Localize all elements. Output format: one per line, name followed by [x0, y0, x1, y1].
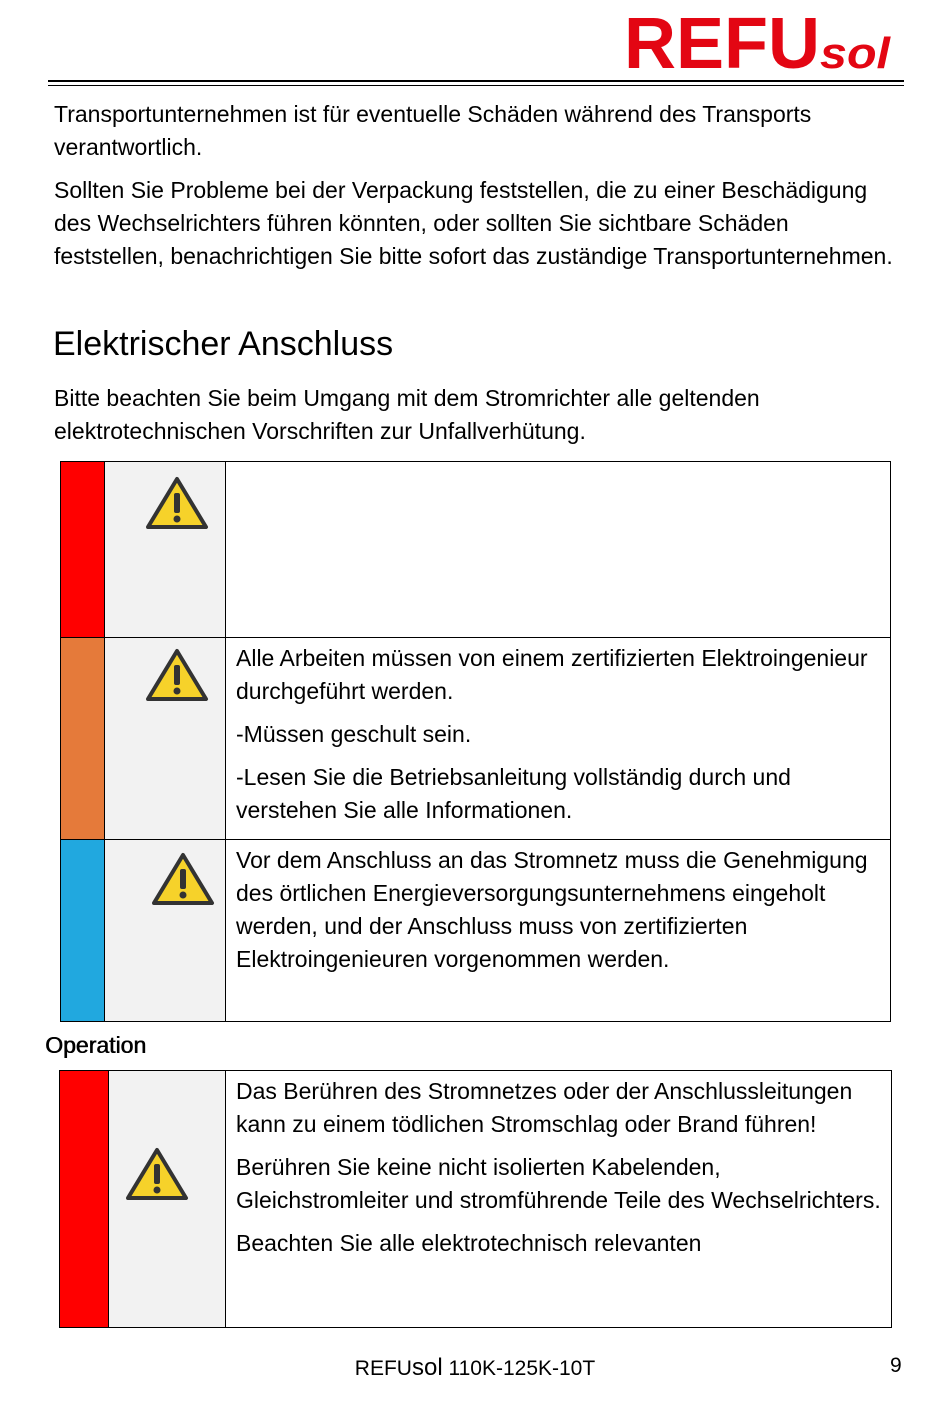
warning-text: Vor dem Anschluss an das Stromnetz muss die Genehmigung des örtlichen Energieversorgungsunternehmens eingeholt werden, und der Anschluss muss von zertifizierten Elektroingenieuren vorgenommen werden.	[236, 847, 868, 972]
warning-row-caution	[61, 840, 891, 1022]
page-number: 9	[890, 1354, 902, 1377]
footer-brand: REFU	[354, 1357, 412, 1380]
warning-row-danger	[61, 462, 891, 638]
warning-text: -Müssen geschult sein.	[236, 721, 472, 747]
warning-text: Das Berühren des Stromnetzes oder der Anschlussleitungen kann zu einem tödlichen Stromschlag oder Brand führen!	[236, 1078, 853, 1137]
warning-text: Alle Arbeiten müssen von einem zertifizierten Elektroingenieur durchgeführt werden.	[236, 645, 868, 704]
warning-text: Berühren Sie keine nicht isolierten Kabelenden, Gleichstromleiter und stromführende Teile des Wechselrichters.	[236, 1154, 881, 1213]
warning-text-cell	[226, 1071, 892, 1328]
caution-level-bar	[61, 840, 105, 1022]
refusol-logo-graphic	[624, 8, 894, 74]
refusol-logo	[624, 8, 894, 74]
warning-table	[60, 461, 891, 1022]
header-rule	[48, 80, 904, 82]
warning-text-cell	[226, 638, 891, 840]
warning-level-bar	[61, 638, 105, 840]
warning-icon-cell	[105, 638, 226, 840]
svg-text:REFU: REFU	[624, 8, 820, 74]
svg-text:sol: sol	[820, 29, 891, 74]
warning-triangle-icon	[125, 1147, 189, 1201]
warning-text: -Lesen Sie die Betriebsanleitung vollständig durch und verstehen Sie alle Informationen.	[236, 764, 791, 823]
paragraph-transport: Transportunternehmen ist für eventuelle Schäden während des Transports verantwortlich.	[54, 101, 812, 160]
warning-icon-cell	[109, 1071, 226, 1328]
warning-icon-cell	[105, 462, 226, 638]
section-heading: Elektrischer Anschluss	[53, 325, 394, 363]
danger-level-bar	[61, 462, 105, 638]
operation-warning-table	[59, 1070, 892, 1328]
warning-triangle-icon	[151, 852, 215, 906]
warning-row-warning	[61, 638, 891, 840]
warning-triangle-icon	[145, 648, 209, 702]
warning-text: Beachten Sie alle elektrotechnisch relevanten	[236, 1230, 702, 1256]
footer-brand-suffix: sol	[411, 1354, 443, 1381]
paragraph-packaging: Sollten Sie Probleme bei der Verpackung feststellen, die zu einer Beschädigung des Wechselrichters führen könnten, oder sollten Sie sichtbare Schäden feststellen, benachrichtigen Sie bitte sofort das zuständige Transportunternehmen.	[54, 177, 893, 269]
section-intro: Bitte beachten Sie beim Umgang mit dem Stromrichter alle geltenden elektrotechnischen Vorschriften zur Unfallverhütung.	[54, 385, 760, 444]
footer-model: 110K-125K-10T	[442, 1357, 596, 1380]
warning-text-cell	[226, 462, 891, 638]
warning-triangle-icon	[145, 476, 209, 530]
header-rule-thin	[48, 85, 904, 86]
warning-text-cell	[226, 840, 891, 1022]
page-footer	[0, 1355, 950, 1382]
warning-row-danger	[60, 1071, 892, 1328]
danger-level-bar	[60, 1071, 109, 1328]
operation-heading: Operation	[45, 1032, 147, 1058]
warning-icon-cell	[105, 840, 226, 1022]
